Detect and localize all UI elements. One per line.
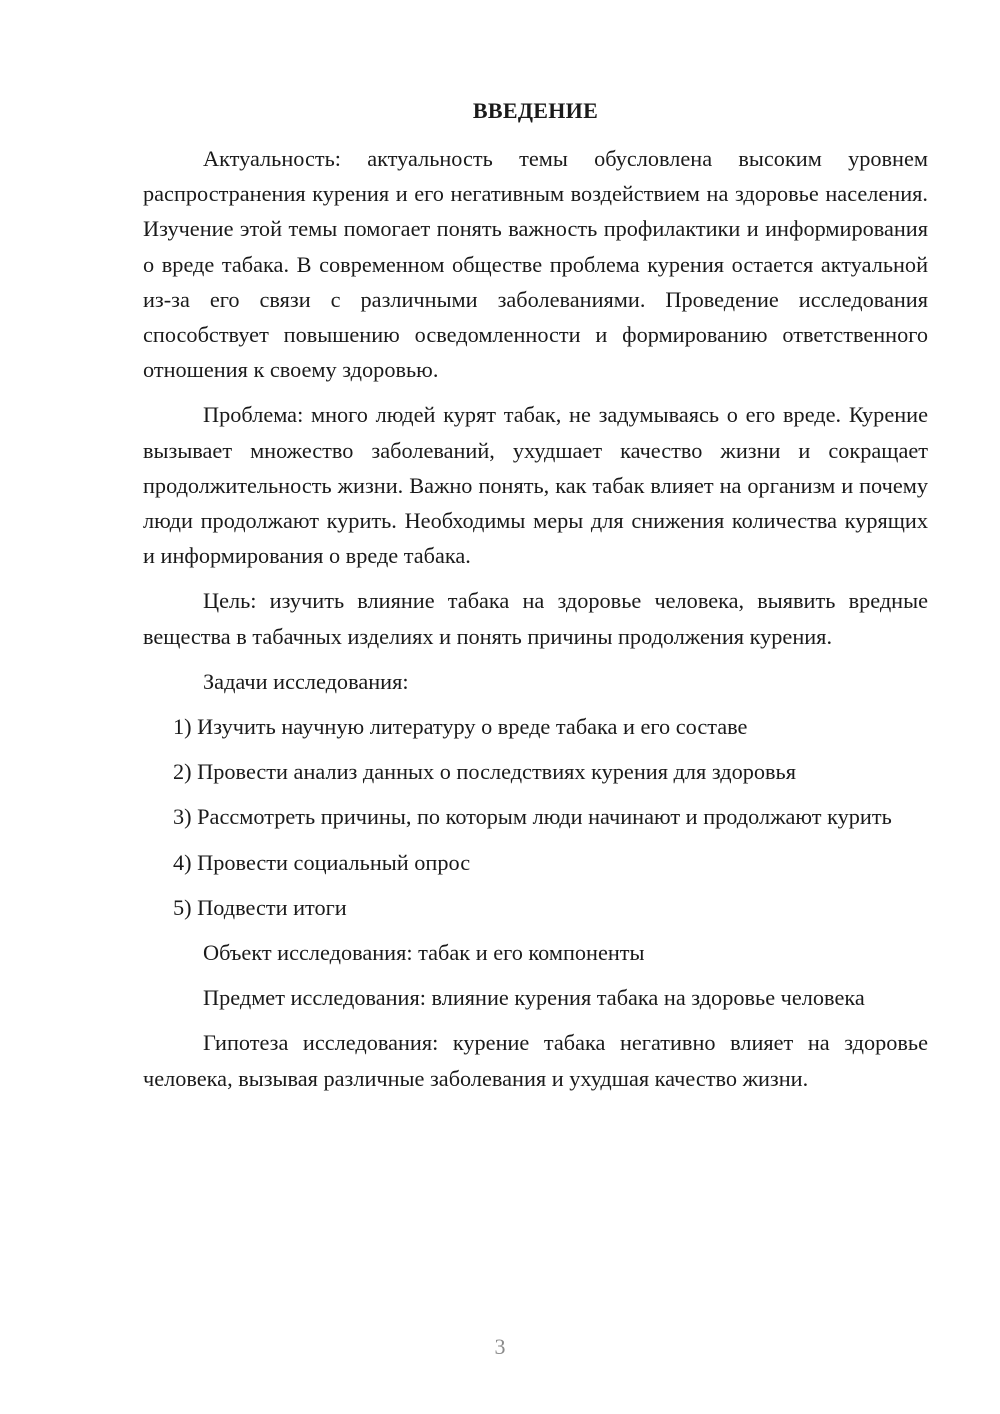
task-item: 2) Провести анализ данных о последствиях курения для здоровья (173, 759, 796, 785)
relevance-paragraph: Актуальность: актуальность темы обусловлена высоким уровнем распространения курения и его негативным воздействием на здоровье населения. Изучение этой темы помогает понять важность профилактики и информирования о вреде табака. В современном обществе проблема курения остается актуальной из-за его связи с различными заболеваниями. Проведение исследования способствует повышению осведомленности и формированию ответственного отношения к своему здоровью. (143, 146, 928, 383)
page-number: 3 (494, 1334, 506, 1359)
goal-paragraph: Цель: изучить влияние табака на здоровье человека, выявить вредные вещества в табачных изделиях и понять причины продолжения курения. (143, 588, 928, 649)
subject-paragraph: Предмет исследования: влияние курения табака на здоровье человека (203, 985, 865, 1011)
hypothesis-paragraph: Гипотеза исследования: курение табака негативно влияет на здоровье человека, вызывая различные заболевания и ухудшая качество жизни. (143, 1030, 928, 1091)
object-paragraph: Объект исследования: табак и его компоненты (203, 940, 645, 966)
task-item: 5) Подвести итоги (173, 894, 347, 920)
page-title: ВВЕДЕНИЕ (472, 98, 599, 123)
document-body (143, 141, 928, 1096)
task-item: 4) Провести социальный опрос (173, 849, 471, 875)
tasks-heading: Задачи исследования: (203, 668, 409, 694)
problem-paragraph: Проблема: много людей курят табак, не задумываясь о его вреде. Курение вызывает множество заболеваний, ухудшает качество жизни и сокращает продолжительность жизни. Важно понять, как табак влияет на организм и почему люди продолжают курить. Необходимы меры для снижения количества курящих и информирования о вреде табака. (143, 402, 928, 569)
task-item: 3) Рассмотреть причины, по которым люди начинают и продолжают курить (173, 804, 892, 830)
task-item: 1) Изучить научную литературу о вреде табака и его составе (173, 714, 748, 740)
